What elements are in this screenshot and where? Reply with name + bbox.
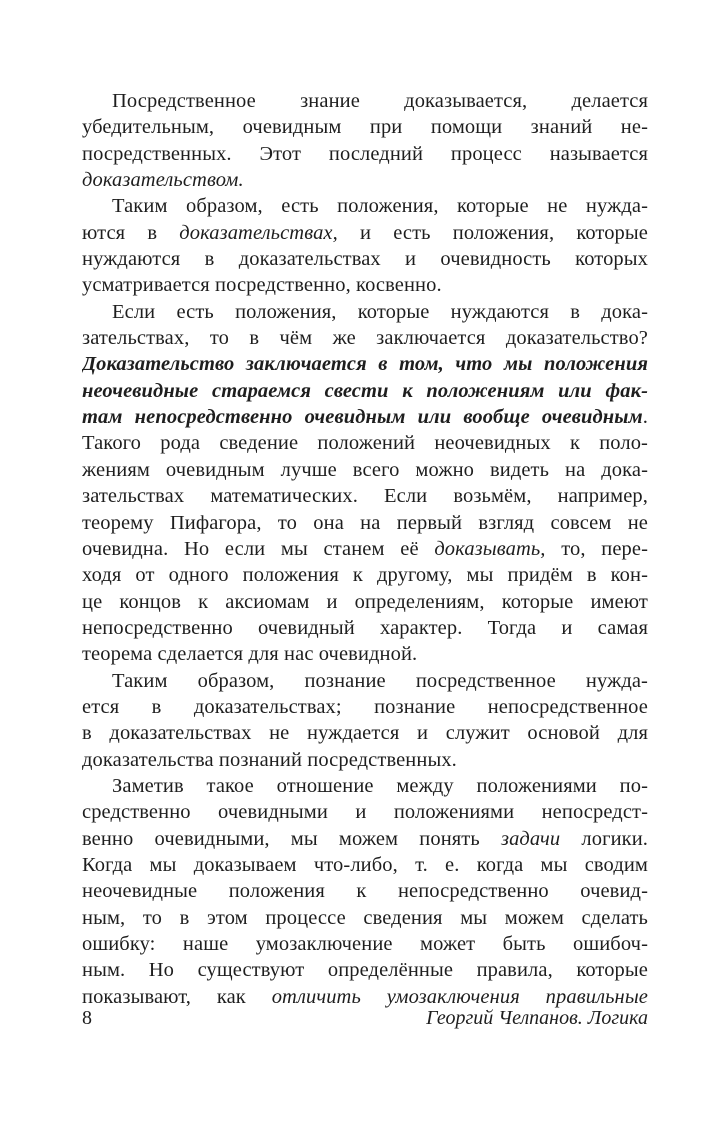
text-run: логики. [560, 827, 648, 850]
text-line [82, 483, 648, 509]
emphasized-text-run: Доказательство заключается в том, что мы положения [82, 353, 648, 376]
text-run: зательствах, то в чём же заключается доказательство? [82, 327, 648, 350]
text-run: ется в доказательствах; познание непосредственное [82, 695, 648, 718]
text-line [82, 957, 648, 983]
text-run: ошибку: наше умозаключение может быть ошибоч- [82, 933, 648, 955]
text-run: теорема сделается для нас очевидной. [82, 643, 418, 666]
text-line [82, 351, 648, 377]
text-line [82, 141, 648, 167]
text-run: Такого рода сведение положений неочевидных к поло- [82, 432, 648, 455]
text-run: средственно очевидными и положениями непосредст- [82, 801, 648, 824]
text-line [82, 562, 648, 588]
text-line [82, 193, 648, 219]
text-run: ются в [82, 221, 180, 244]
emphasized-text-run: задачи [500, 827, 561, 850]
emphasized-text-run: доказательствах, [179, 221, 338, 244]
text-line [82, 826, 648, 852]
text-run: зательствах математических. Если возьмём, например, [82, 485, 648, 508]
text-run: неочевидные положения к непосредственно очевид- [82, 880, 648, 903]
text-line [82, 510, 648, 536]
text-run: убедительным, очевидным при помощи знаний не- [82, 116, 648, 139]
text-run: ходя от одного положения к другому, мы придём в кон- [82, 564, 648, 587]
text-run: ным. Но существуют определённые правила, которые [82, 959, 648, 982]
text-line [82, 246, 648, 272]
text-run: Таким образом, есть положения, которые не нужда- [112, 195, 648, 218]
text-line [82, 536, 648, 562]
text-line [82, 457, 648, 483]
text-line [82, 272, 648, 298]
emphasized-text-run: там непосредственно очевидным или вообще очевидным [82, 406, 643, 429]
text-line [82, 167, 648, 193]
text-line [82, 220, 648, 246]
text-line [82, 299, 648, 325]
emphasized-text-run: неочевидные стараемся свести к положениям или фак- [82, 379, 648, 402]
page-footer [82, 1005, 648, 1031]
text-run: Когда мы доказываем что-либо, т. е. когда мы сводим [82, 853, 648, 876]
text-line [82, 378, 648, 404]
text-line [82, 852, 648, 878]
text-run: то, пере- [545, 537, 648, 560]
text-run: в доказательствах не нуждается и служит основой для [82, 722, 648, 745]
text-run: доказательства познаний посредственных. [82, 748, 457, 771]
text-run: жениям очевидным лучше всего можно видеть на дока- [82, 458, 648, 481]
text-run: показывают, как [82, 985, 272, 1008]
text-line [82, 88, 648, 114]
text-line [82, 905, 648, 931]
text-run: Заметив такое отношение между положениями по- [112, 774, 648, 797]
text-run: Если есть положения, которые нуждаются в дока- [112, 300, 648, 323]
text-line [82, 668, 648, 694]
emphasized-text-run: отличить умозаключения правильные [271, 985, 648, 1008]
text-run: це концов к аксиомам и определениям, которые имеют [82, 590, 648, 613]
body-text [82, 88, 648, 1010]
text-line [82, 430, 648, 456]
text-run: теорему Пифагора, то она на первый взгляд совсем не [82, 511, 648, 534]
text-line [82, 720, 648, 746]
text-line [82, 878, 648, 904]
emphasized-text-run: доказательством. [82, 169, 244, 192]
text-run: посредственных. Этот последний процесс называется [82, 142, 648, 165]
text-line [82, 641, 648, 667]
text-line [82, 325, 648, 351]
text-run: ным, то в этом процессе сведения мы можем сделать [82, 906, 648, 929]
text-line [82, 589, 648, 615]
text-run: непосредственно очевидный характер. Тогда и самая [82, 616, 648, 639]
text-line [82, 114, 648, 140]
text-line [82, 615, 648, 641]
text-run: Посредственное знание доказывается, делается [112, 90, 648, 112]
text-line [82, 931, 648, 957]
text-run: венно очевидными, мы можем понять [82, 827, 501, 850]
text-run: очевидна. Но если мы станем её [82, 537, 435, 560]
text-line [82, 694, 648, 720]
text-run: нуждаются в доказательствах и очевидность которых [82, 248, 648, 271]
text-run: Таким образом, познание посредственное нужда- [112, 669, 648, 692]
emphasized-text-run: доказывать, [434, 537, 546, 560]
text-line [82, 404, 648, 430]
text-run: . [642, 406, 648, 429]
running-title: Георгий Челпанов. Логика [426, 1007, 648, 1029]
text-line [82, 747, 648, 773]
text-run: усматривается посредственно, косвенно. [82, 274, 442, 297]
text-line [82, 773, 648, 799]
text-run: и есть положения, которые [337, 221, 648, 244]
page-number: 8 [82, 1007, 92, 1029]
text-line [82, 799, 648, 825]
